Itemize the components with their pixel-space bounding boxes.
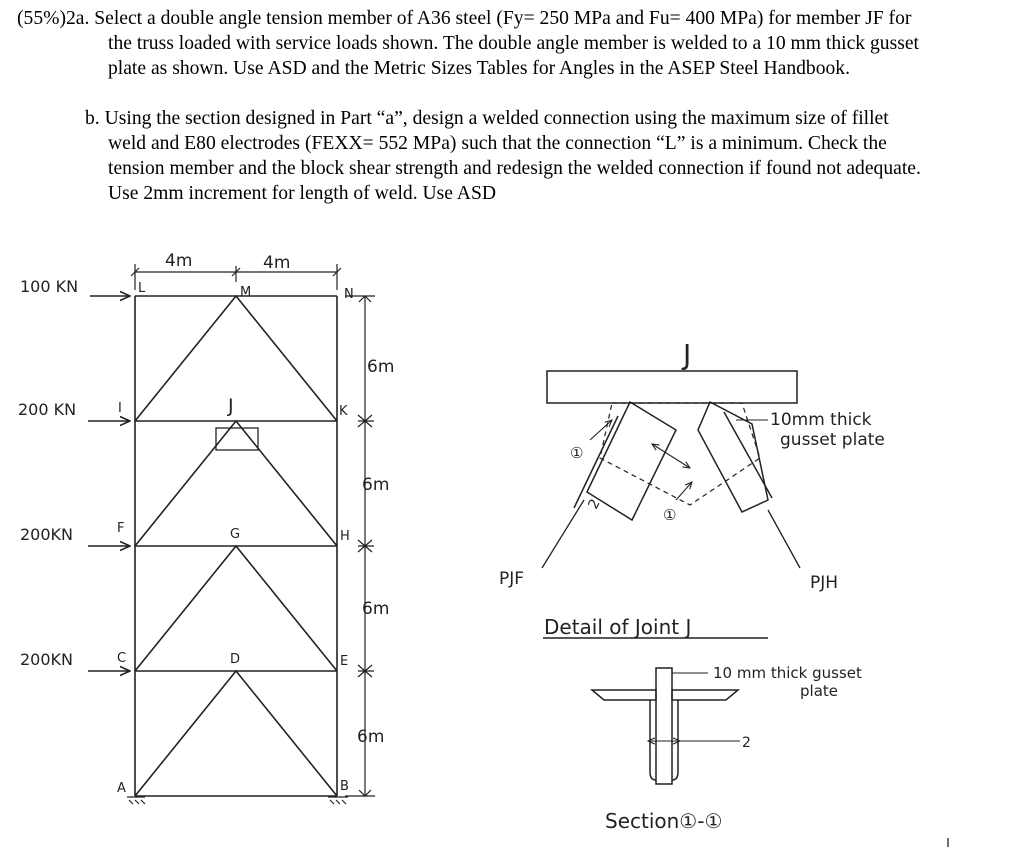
node-G: G (230, 527, 241, 542)
detail-gusset-line-1: 10mm thick (770, 410, 872, 430)
detail-title: Detail of Joint J (544, 615, 692, 639)
node-A: A (117, 781, 126, 796)
node-H: H (340, 529, 350, 544)
support-B (328, 797, 348, 804)
node-B: B (340, 779, 349, 794)
top-dim-1: 4m (165, 251, 193, 271)
part-a-line-2: the truss loaded with service loads shown. The double angle member is welded to a 10 mm thick gusset (108, 33, 919, 54)
truss-diagonals-4 (135, 671, 337, 796)
truss-diagonals-top (135, 296, 337, 421)
node-C: C (117, 651, 127, 666)
node-J: J (228, 395, 234, 417)
load-label-1: 100 KN (20, 277, 79, 296)
gusset-plate-section (656, 668, 672, 784)
section-gusset-line-2: plate (800, 682, 838, 700)
detail-gusset-line-2: gusset plate (780, 430, 885, 450)
force-line-JH (768, 510, 800, 568)
part-a-line-3: plate as shown. Use ASD and the Metric Sizes Tables for Angles in the ASEP Steel Handbook. (108, 58, 851, 79)
angle-right-section (672, 690, 738, 700)
node-K: K (339, 404, 348, 419)
load-label-3: 200KN (20, 525, 73, 544)
part-b-line-1: b. Using the section designed in Part “a”, design a welded connection using the maximum size of fillet (85, 108, 889, 129)
part-b-line-3: tension member and the block shear strength and redesign the welded connection if found not adequate. (108, 158, 921, 179)
node-E: E (340, 654, 349, 669)
node-D: D (230, 652, 241, 667)
detail-joint-label: J (683, 338, 692, 371)
angle-member-JH (698, 402, 768, 512)
detail-force-left: PJF (499, 569, 525, 589)
detail-section-mark-1: ① (570, 444, 584, 462)
angle-member-JH-leg (724, 412, 772, 498)
force-line-JF (542, 500, 584, 568)
support-A (127, 797, 145, 804)
joint-detail-labels (499, 338, 885, 639)
node-F: F (117, 521, 125, 536)
node-I: I (118, 401, 122, 416)
section-cut-right (676, 482, 692, 500)
gusset-plate (600, 403, 760, 505)
detail-force-right: PJH (810, 573, 839, 593)
node-N: N (344, 287, 354, 302)
weld-dimension (652, 444, 690, 468)
section-gusset-line-1: 10 mm thick gusset (713, 664, 862, 682)
part-a-line-1: (55%)2a. Select a double angle tension member of A36 steel (Fy= 250 MPa and Fu= 400 MPa) for member JF for (17, 8, 912, 29)
part-b-line-2: weld and E80 electrodes (FEXX= 552 MPa) such that the connection “L” is a minimum. Check the (108, 133, 887, 154)
detail-section-mark-2: ① (663, 506, 677, 524)
top-chord-member (547, 371, 797, 403)
angle-member-JF-leg (574, 416, 618, 508)
node-L: L (138, 281, 146, 296)
side-dim-4: 6m (357, 727, 385, 747)
side-dim-1: 6m (367, 357, 395, 377)
top-dimension-ticks (131, 264, 341, 290)
joint-detail (542, 371, 800, 638)
side-dim-3: 6m (362, 599, 390, 619)
angle-left-section (592, 690, 656, 700)
angle-left-stem (650, 700, 656, 780)
part-b-line-4: Use 2mm increment for length of weld. Use ASD (108, 183, 496, 204)
section-weld-symbol: 2 (742, 735, 751, 751)
load-label-2: 200 KN (18, 400, 77, 419)
node-M: M (240, 285, 252, 300)
load-label-4: 200KN (20, 650, 73, 669)
detail-weld-symbol: 2 (585, 496, 604, 512)
top-dim-2: 4m (263, 253, 291, 273)
angle-right-stem (672, 700, 678, 780)
section-title: Section①-① (605, 809, 723, 833)
side-dim-2: 6m (362, 475, 390, 495)
